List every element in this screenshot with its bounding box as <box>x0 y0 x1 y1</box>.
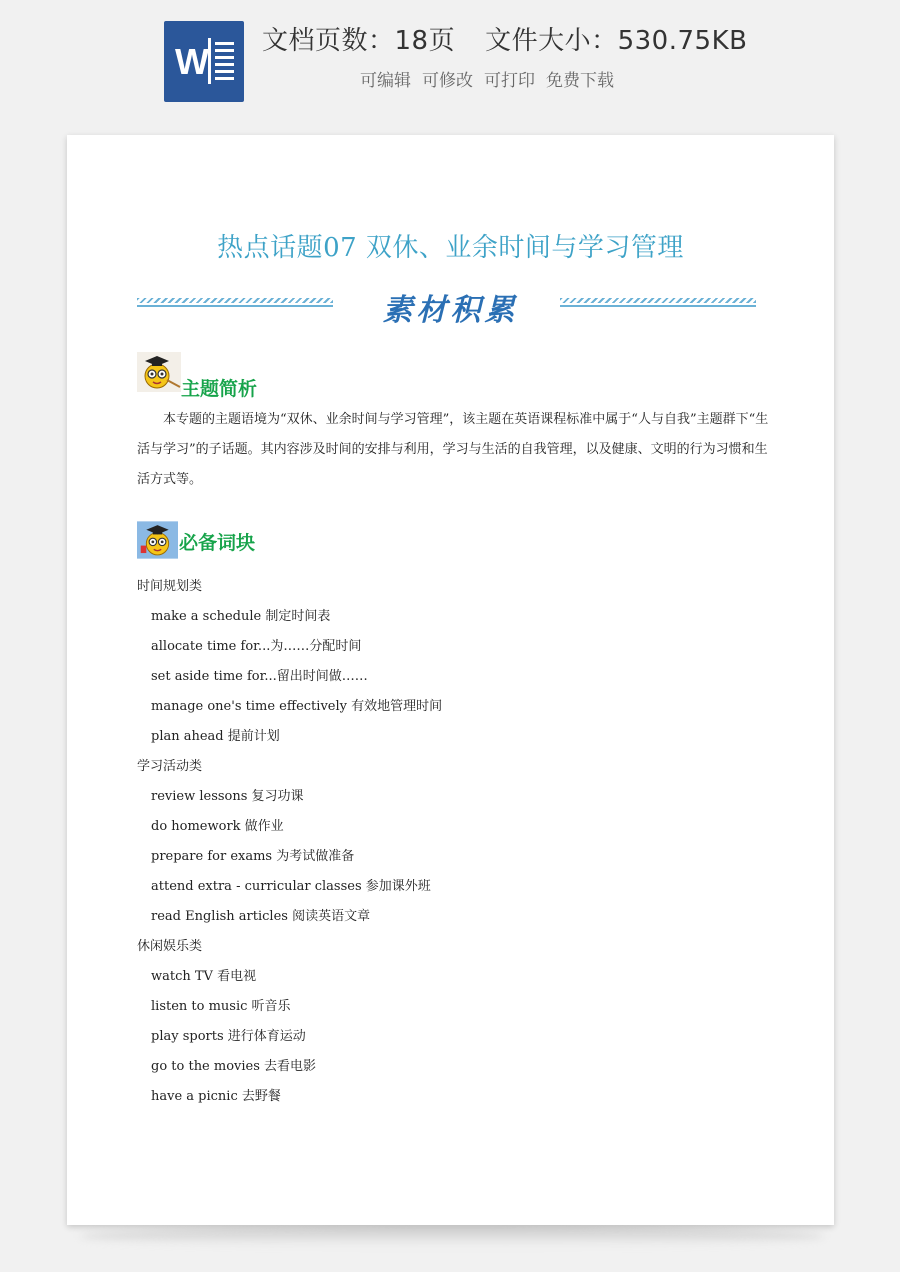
decorative-divider-right <box>560 298 756 309</box>
category-heading: 学习活动类 <box>137 759 203 774</box>
category-heading: 休闲娱乐类 <box>137 939 203 954</box>
category-heading: 时间规划类 <box>137 579 203 594</box>
list-item: attend extra - curricular classes 参加课外班 <box>151 879 431 894</box>
mascot-graduate-icon <box>137 352 181 392</box>
word-letter: W <box>175 41 209 82</box>
feature-editable: 可编辑 <box>360 71 411 91</box>
download-banner <box>0 0 900 120</box>
file-size: 文件大小：530.75KB <box>485 26 748 56</box>
mascot-graduate-icon <box>137 519 178 561</box>
topic-paragraph: 本专题的主题语境为“双休、业余时间与学习管理”，该主题在英语课程标准中属于“人与自我”主题群下“生活与学习”的子话题。其内容涉及时间的安排与利用，学习与生活的自我管理，以及健康、文明的行为习惯和生活方式等。 <box>137 412 769 487</box>
list-item: review lessons 复习功课 <box>151 789 304 804</box>
feature-modifiable: 可修改 <box>422 71 473 91</box>
list-item: listen to music 听音乐 <box>151 999 291 1014</box>
word-document-icon <box>164 21 244 102</box>
list-item: make a schedule 制定时间表 <box>151 609 331 624</box>
list-item: watch TV 看电视 <box>151 969 257 984</box>
document-title: 热点话题07 双休、业余时间与学习管理 <box>217 233 684 263</box>
feature-list <box>360 66 614 91</box>
list-item: have a picnic 去野餐 <box>151 1089 281 1104</box>
topic-heading: 主题简析 <box>181 378 258 400</box>
page-count: 文档页数：18页 <box>262 26 456 56</box>
file-info <box>262 20 747 57</box>
list-item: play sports 进行体育运动 <box>151 1029 306 1044</box>
list-item: read English articles 阅读英语文章 <box>151 909 371 924</box>
list-item: do homework 做作业 <box>151 819 284 834</box>
list-item: prepare for exams 为考试做准备 <box>151 849 355 864</box>
section-banner: 素材积累 <box>382 293 519 328</box>
list-item: plan ahead 提前计划 <box>151 729 280 744</box>
paper-shadow <box>80 1226 824 1246</box>
list-item: manage one's time effectively 有效地管理时间 <box>151 699 443 714</box>
list-item: go to the movies 去看电影 <box>151 1059 317 1074</box>
list-item: allocate time for...为……分配时间 <box>151 639 362 654</box>
document-page <box>67 135 834 1225</box>
feature-free-download: 免费下载 <box>546 71 614 91</box>
list-item: set aside time for...留出时间做…… <box>151 669 368 684</box>
vocab-heading: 必备词块 <box>179 532 256 554</box>
feature-printable: 可打印 <box>484 71 535 91</box>
vocab-list <box>137 572 767 1112</box>
